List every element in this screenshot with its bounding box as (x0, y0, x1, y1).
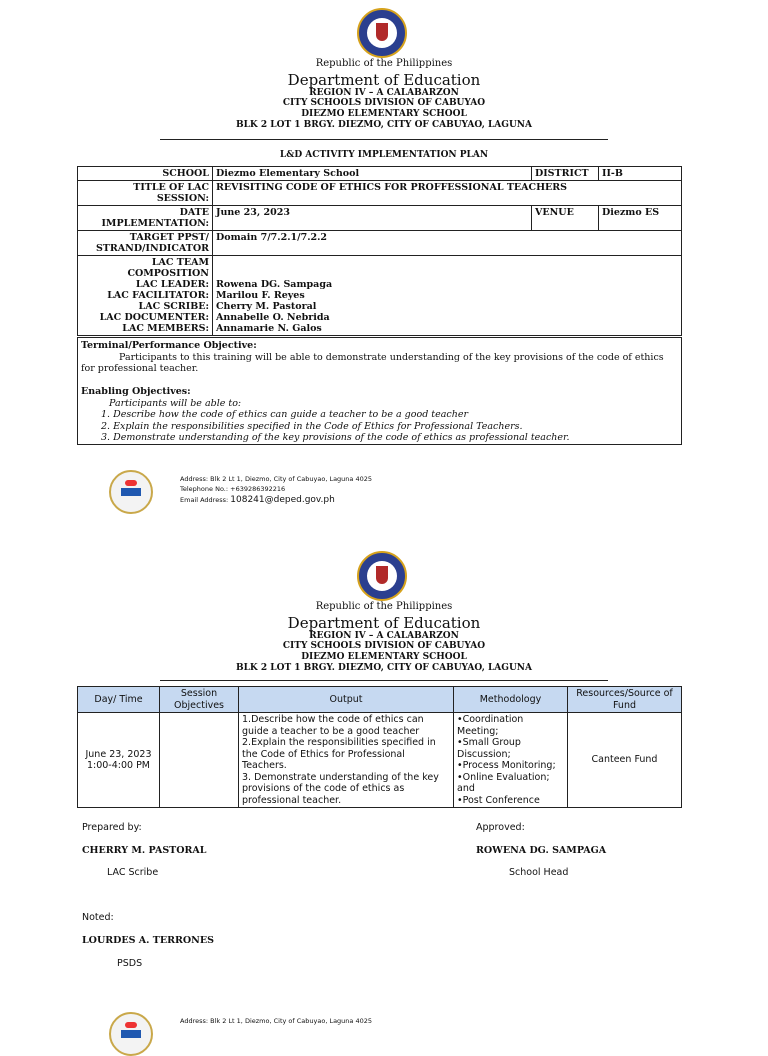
approved-name: ROWENA DG. SAMPAGA (476, 845, 607, 856)
header-divider (160, 680, 608, 681)
footer-email-label: Email Address: (180, 496, 229, 504)
day-time-cell (78, 713, 160, 808)
team-role: LAC LEADER: (135, 279, 209, 290)
title-label (78, 181, 213, 206)
noted-name: LOURDES A. TERRONES (82, 935, 214, 946)
team-name: Annabelle O. Nebrida (216, 312, 330, 323)
plan-table (77, 166, 682, 336)
terminal-heading: Terminal/Performance Objective: (81, 340, 257, 351)
output-item: 2.Explain the responsibilities specified in the Code of Ethics for Professional Teachers. (242, 737, 436, 771)
output-cell (239, 713, 454, 808)
terminal-line1: Participants to this training will be able to demonstrate understanding of the key provisions of the code of ethics (119, 351, 664, 363)
team-name: Cherry M. Pastoral (216, 301, 317, 312)
region-text: REGION IV – A CALABARZON (309, 88, 459, 98)
target-label-line2: STRAND/INDICATOR (95, 243, 209, 254)
prepared-label: Prepared by: (82, 822, 142, 833)
schedule-time: 1:00-4:00 PM (86, 760, 151, 771)
district-value: II-B (599, 167, 682, 181)
enabling-heading: Enabling Objectives: (81, 386, 191, 397)
methodology-item: •Online Evaluation; and (457, 771, 550, 794)
school-name-text: DIEZMO ELEMENTARY SCHOOL (301, 109, 467, 119)
address-text: BLK 2 LOT 1 BRGY. DIEZMO, CITY OF CABUYAO, LAGUNA (235, 120, 533, 130)
date-label-line1: DATE (179, 207, 209, 218)
team-name: Annamarie N. Galos (216, 323, 322, 334)
enabling-item: 1. Describe how the code of ethics can guide a teacher to be a good teacher (101, 409, 469, 420)
target-label (78, 231, 213, 256)
noted-title: PSDS (117, 958, 143, 969)
school-logo-icon (109, 470, 153, 514)
approved-title: School Head (509, 867, 569, 878)
deped-seal-icon (357, 8, 407, 58)
team-role: LAC SCRIBE: (138, 301, 209, 312)
date-label-line2: IMPLEMENTATION: (101, 218, 209, 229)
team-role: LAC FACILITATOR: (107, 290, 209, 301)
enabling-item: 2. Explain the responsibilities specified in the Code of Ethics for Professional Teachers. (101, 420, 523, 432)
department-title: Department of Education (287, 614, 481, 632)
school-value: Diezmo Elementary School (213, 167, 532, 181)
footer-email-value: 108241@deped.gov.ph (230, 495, 335, 505)
methodology-item: •Process Monitoring; (457, 760, 556, 771)
col-header-output: Output (239, 687, 454, 713)
region-text: REGION IV – A CALABARZON (309, 631, 459, 641)
school-label: SCHOOL (78, 167, 213, 181)
team-role: LAC DOCUMENTER: (99, 312, 209, 323)
target-label-line1: TARGET PPST/ (129, 232, 209, 243)
footer-address: Address: Blk 2 Lt 1, Diezmo, City of Cabuyao, Laguna 4025 (180, 1017, 373, 1025)
department-title: Department of Education (287, 71, 481, 89)
terminal-line2: for professional teacher. (81, 363, 199, 374)
objectives-box (77, 337, 682, 445)
division-text: CITY SCHOOLS DIVISION OF CABUYAO (282, 641, 486, 651)
team-name: Rowena DG. Sampaga (216, 279, 333, 290)
title-value: REVISITING CODE OF ETHICS FOR PROFFESSIONAL TEACHERS (213, 181, 682, 206)
methodology-item: •Small Group Discussion; (457, 737, 521, 760)
footer-email (180, 495, 335, 505)
plan-title: L&D ACTIVITY IMPLEMENTATION PLAN (279, 150, 489, 160)
school-name-text: DIEZMO ELEMENTARY SCHOOL (301, 652, 467, 662)
district-label: DISTRICT (532, 167, 599, 181)
enabling-intro: Participants will be able to: (109, 397, 242, 409)
resources-cell: Canteen Fund (568, 713, 682, 808)
col-header-day-time: Day/ Time (78, 687, 160, 713)
venue-value: Diezmo ES (599, 206, 682, 231)
footer-address: Address: Blk 2 Lt 1, Diezmo, City of Cabuyao, Laguna 4025 (180, 475, 373, 483)
footer-telephone: Telephone No.: +639286392216 (180, 485, 286, 493)
team-label-line2: COMPOSITION (127, 268, 209, 279)
team-role: LAC MEMBERS: (122, 323, 209, 334)
division-text: CITY SCHOOLS DIVISION OF CABUYAO (282, 98, 486, 108)
title-label-line2: SESSION: (156, 193, 209, 204)
team-labels (78, 256, 213, 336)
date-label (78, 206, 213, 231)
output-item: 1.Describe how the code of ethics can guide a teacher to be a good teacher (242, 714, 424, 737)
output-item: 3. Demonstrate understanding of the key provisions of the code of ethics as professional teacher. (242, 771, 439, 806)
col-header-resources: Resources/Source of Fund (568, 687, 682, 713)
team-names (213, 256, 682, 336)
schedule-date: June 23, 2023 (85, 748, 152, 760)
address-text: BLK 2 LOT 1 BRGY. DIEZMO, CITY OF CABUYAO, LAGUNA (235, 663, 533, 673)
venue-label: VENUE (532, 206, 599, 231)
prepared-name: CHERRY M. PASTORAL (82, 845, 207, 856)
noted-label: Noted: (82, 912, 114, 923)
date-value: June 23, 2023 (213, 206, 532, 231)
prepared-title: LAC Scribe (107, 867, 159, 878)
target-value: Domain 7/7.2.1/7.2.2 (213, 231, 682, 256)
republic-text: Republic of the Philippines (315, 58, 453, 69)
schedule-table (77, 686, 682, 808)
team-name: Marilou F. Reyes (216, 290, 305, 301)
methodology-item: •Coordination Meeting; (457, 714, 524, 737)
col-header-session-objectives: Session Objectives (160, 687, 239, 713)
approved-label: Approved: (476, 822, 525, 833)
title-label-line1: TITLE OF LAC (133, 182, 209, 193)
school-logo-icon (109, 1012, 153, 1056)
enabling-item: 3. Demonstrate understanding of the key provisions of the code of ethics as professional teacher. (101, 432, 570, 443)
deped-seal-icon (357, 551, 407, 601)
team-label-line1: LAC TEAM (151, 257, 209, 268)
republic-text: Republic of the Philippines (315, 601, 453, 612)
methodology-cell (454, 713, 568, 808)
header-divider (160, 139, 608, 140)
session-objectives-cell (160, 713, 239, 808)
methodology-item: •Post Conference (457, 794, 540, 806)
col-header-methodology: Methodology (454, 687, 568, 713)
